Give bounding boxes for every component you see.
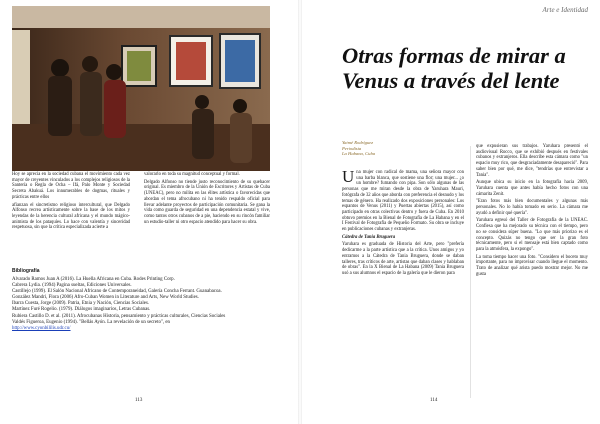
bibliography-entry: Valdés Figueroa, Eugenio (1994). "Bellás Ayón. La revelación de un secreto", en (12, 319, 170, 325)
author-role: Periodista (342, 145, 362, 151)
bibliography-entry: Castillejo (1999). El Salón Nacional Africano de Contemporaneidad, Galería Concha Ferrant. Guanabacoa. (12, 289, 222, 295)
bibliography-entry: Rubiera Castillo D. et al. (2011). Afrocubanas Historia, pensamiento y prácticas culturales, Ciencias Sociales (12, 313, 226, 319)
paragraph: afianzan el sincretismo religioso intercultural, que Delgado Alfonso recrea artísticamente sobre la base de los mitos y leyendas de la herencia cultural africana y el mundo mágico-animista de los pataquíes. Lo hace con valentía y sinceridad respetuosa, sin que la crítica especializada acierte a (12, 202, 130, 231)
paragraph: Yaruhara egresó del Taller de Fotografía de la UNEAC. Confiesa que ha mejorado su técnica con el tiempo, pero no se considera súper buena. "Lo que más priorizo es el concepto. Quizás no tengo que ser la gran foto técnicamente, pero si el mensaje está bien captado como para la atmósfera, la expongo". (476, 218, 588, 252)
gallery-photo (12, 6, 270, 171)
paragraph: Aunque ubica su inicio en la fotografía hacia 2009, Yaruhara cuenta que antes había hecho fotos con una cámarita Zenit. (476, 180, 588, 197)
paragraph: "Eran fotos más bien documentales y algunas más personales. No lo había tomado en serio. La cámara me ayudó a definir qué quería". (476, 199, 588, 216)
bibliography-link[interactable]: http://www.cyonbililis.udr.cu/ (12, 325, 71, 331)
paragraph: Delgado Alfonso no tiende justo reconocimiento de su quehacer original. Es miembro de la Unión de Escritores y Artistas de Cuba (UNEAC), pero no milita en las élites artística o favorecidas que abordan el tema afrocubano ni ha tenido respaldo oficial para llevar adelante proyectos de participación comunitaria. Se gana la vida como guarda de seguridad en una dependencia estatal y vive, como tantos otros cubanos de a pie, haciendo en su rincón familiar un estudio-taller ni otro espacio atendido para hacer su obra. (144, 179, 270, 225)
bibliography-list (12, 277, 274, 332)
bibliography-heading: Bibliografía (12, 268, 40, 274)
author-location: La Habana, Cuba (342, 151, 376, 157)
page-number-right: 114 (430, 398, 438, 403)
section-label: Arte e Identidad (542, 6, 588, 14)
left-column-1 (12, 172, 130, 233)
photo-image (12, 6, 270, 171)
bibliography-entry: Martínez Furé Rogelio. (1979). Diálogos imaginarios, Letras Cubanas. (12, 307, 151, 313)
bibliography-entry: Cabrera Lydia. (1994) Pagina sueltas, Ediciones Universales. (12, 283, 132, 289)
page-number-left: 113 (135, 398, 143, 403)
paragraph: Yaruhara es graduada de Historia del Arte, pero "prefería dedicarme a la parte artística que a la crítica. Unos amigos y yo entramos a la Cátedra de Tania Bruguera, donde se daban talleres, tras críticos de arte, artistas que daban clases y hablaban de obras". En la X Bienal de La Habana (2009) Tania Bruguera usó a sus alumnos el espacio de la galería que le dieron para (342, 242, 464, 276)
drop-cap: U (342, 167, 355, 186)
paragraph: La toma tiempo hacer una foto. "Considero el boceto muy importante, para no improvisar cuando llegue el momento. Trato de analizar qué arista puedo mostrar mejor. No me gusta (476, 254, 588, 277)
article-title: Otras formas de mirar a Venus a través del lente (342, 43, 566, 93)
column-rule (470, 146, 471, 398)
paragraph: que expusieran sus trabajos. Yaruhara presentó el audiovisual Rocco, que se exhibió después en festivales cubanos y extranjeros. Ella describe esta cámara como "un espacio muy rico, que desgraciadamente desapareció". Para saber bien por qué, me dice, "tendrías que entrevistar a Tania". (476, 144, 588, 178)
right-column-1 (342, 167, 464, 279)
paragraph: Hoy se aprecia en la sociedad cubana el movimiento cada vez mayor de creyentes vinculados a los complejos religiosos de la Santería o Regla de Ocha – Ifá, Palo Monte y Sociedad Secreta Abakuá. Los innumerables de dogmas, rituales y prácticas entre ellos (12, 172, 130, 200)
paragraph: valorarlo en toda su magnitud conceptual y formal. (144, 172, 240, 177)
intro-text: na mujer con radical de mama, una señora mayor con una barba blanca, que sostiene una flor; una mujer... ¿o un hombre? fumando con pipa. Son sólo algunas de las personas que me miran desde la obra de Yaruhara Mauri, fotógrafa de 32 años que aborda con preferencia el desnudo y los temas de género. Ha realizado dos exposiciones personales: Los espantos de Venus (2011) y Puertas abiertas (2015), así como participado en otras colectivas dentro y fuera de Cuba. En 2010 obtuvo premios en la Bienal de Fotografía de La Habana y en el I Festival de Fotografía de Pequeño Formato. Su obra se incluye en publicaciones cubanas y extranjeras. (342, 170, 464, 233)
bibliography-entry: Alvarado Ramos Juan A (2016). La Huella Africana en Cuba. Rodes Printing Corp. (12, 277, 175, 282)
subheading: Cátedra de Tania Bruguera (342, 234, 396, 240)
author-name: Yaimé Rodríguez (342, 140, 374, 145)
bibliography-entry: González Mandri, Flora (2006) Afro-Cuban Women in Literature and Arts, New World Studies. (12, 295, 199, 301)
left-column-2 (144, 172, 270, 227)
bibliography-entry: Ibarra Cuesta, Jorge (2009). Patria, Etnia y Nación, Ciencias Sociales. (12, 301, 150, 307)
intro-paragraph (342, 167, 464, 233)
byline (342, 140, 375, 157)
right-column-2 (476, 144, 588, 279)
right-page (300, 0, 600, 424)
